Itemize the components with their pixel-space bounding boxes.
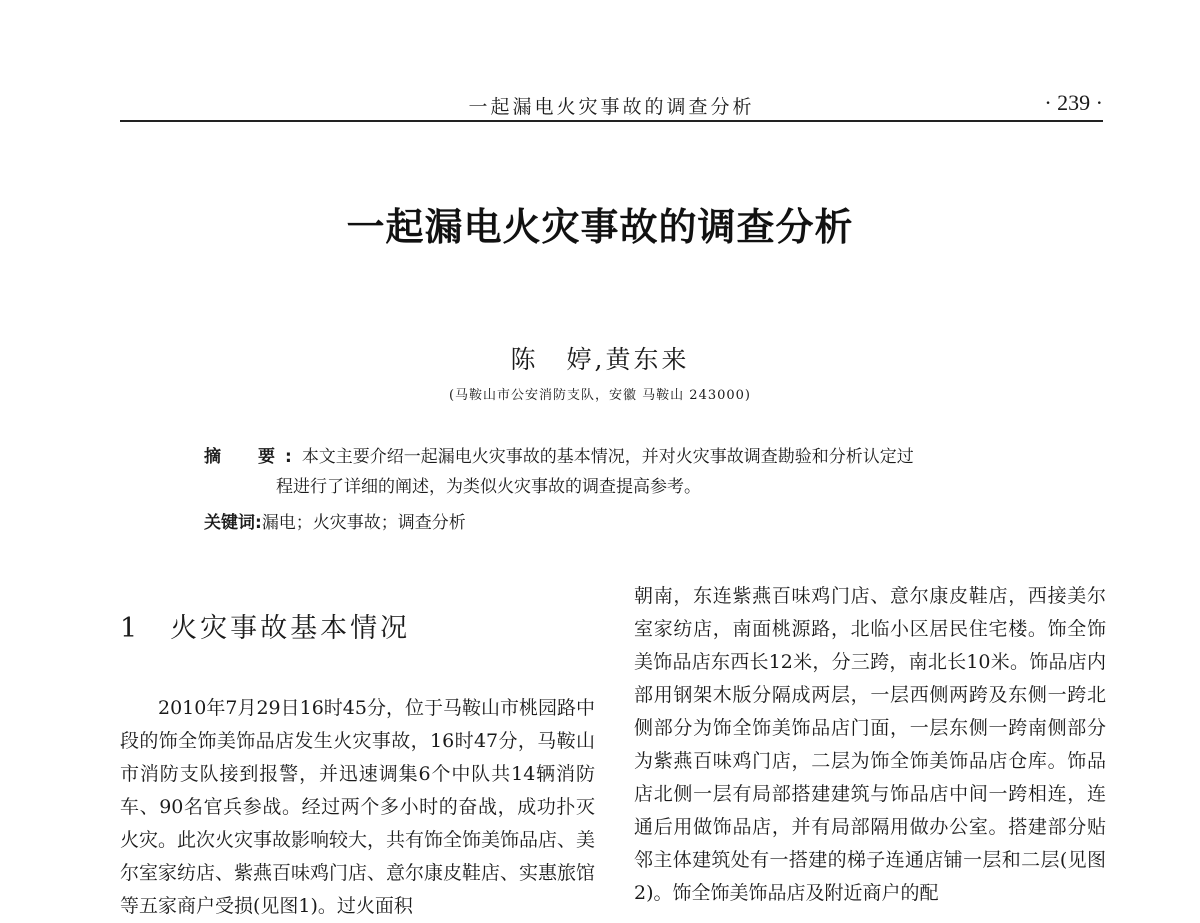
author-separator: , — [594, 345, 606, 374]
right-column — [634, 580, 1106, 910]
left-column — [120, 606, 595, 923]
author-1: 陈 婷 — [510, 345, 595, 374]
right-paragraph: 朝南，东连紫燕百味鸡门店、意尔康皮鞋店，西接美尔室家纺店，南面桃源路，北临小区居民住宅楼。饰全饰美饰品店东西长12米，分三跨，南北长10米。饰品店内部用钢架木版分隔成两层，一层西侧两跨及东侧一跨北侧部分为饰全饰美饰品店门面，一层东侧一跨南侧部分为紫燕百味鸡门店，二层为饰全饰美饰品店仓库。饰品店北侧一层有局部搭建建筑与饰品店中间一跨相连，连通后用做饰品店，并有局部隔用做办公室。搭建部分贴邻主体建筑处有一搭建的梯子连通店铺一层和二层(见图2)。饰全饰美饰品店及附近商户的配 — [634, 585, 1106, 904]
running-head-title: 一起漏电火灾事故的调查分析 — [468, 96, 755, 118]
keywords-text: 漏电；火灾事故；调查分析 — [261, 513, 466, 533]
abstract-label: 摘 要: — [204, 447, 302, 467]
page-number: · 239 · — [1044, 90, 1103, 115]
abstract — [204, 442, 1034, 502]
affiliation: (马鞍山市公安消防支队，安徽 马鞍山 243000) — [448, 388, 752, 403]
author-2: 黄东来 — [605, 345, 690, 374]
abstract-text-2: 程进行了详细的阐述，为类似火灾事故的调查提高参考。 — [276, 477, 701, 497]
abstract-text-1: 本文主要介绍一起漏电火灾事故的基本情况，并对火灾事故调查勘验和分析认定过 — [301, 447, 914, 467]
running-head — [120, 90, 1103, 122]
keywords — [204, 508, 466, 533]
keywords-label: 关键词: — [204, 513, 262, 533]
article-title: 一起漏电火灾事故的调查分析 — [346, 205, 854, 249]
left-paragraph: 2010年7月29日16时45分，位于马鞍山市桃园路中段的饰全饰美饰品店发生火灾事故，16时47分，马鞍山市消防支队接到报警，并迅速调集6个中队共14辆消防车、90名官兵参战。经过两个多小时的奋战，成功扑灭火灾。此次火灾事故影响较大，共有饰全饰美饰品店、美尔室家纺店、紫燕百味鸡门店、意尔康皮鞋店、实惠旅馆等五家商户受损(见图1)。过火面积 — [120, 697, 596, 917]
section-heading: 1 火灾事故基本情况 — [120, 613, 411, 644]
authors — [0, 340, 1200, 376]
abstract-line-1 — [204, 442, 1034, 472]
